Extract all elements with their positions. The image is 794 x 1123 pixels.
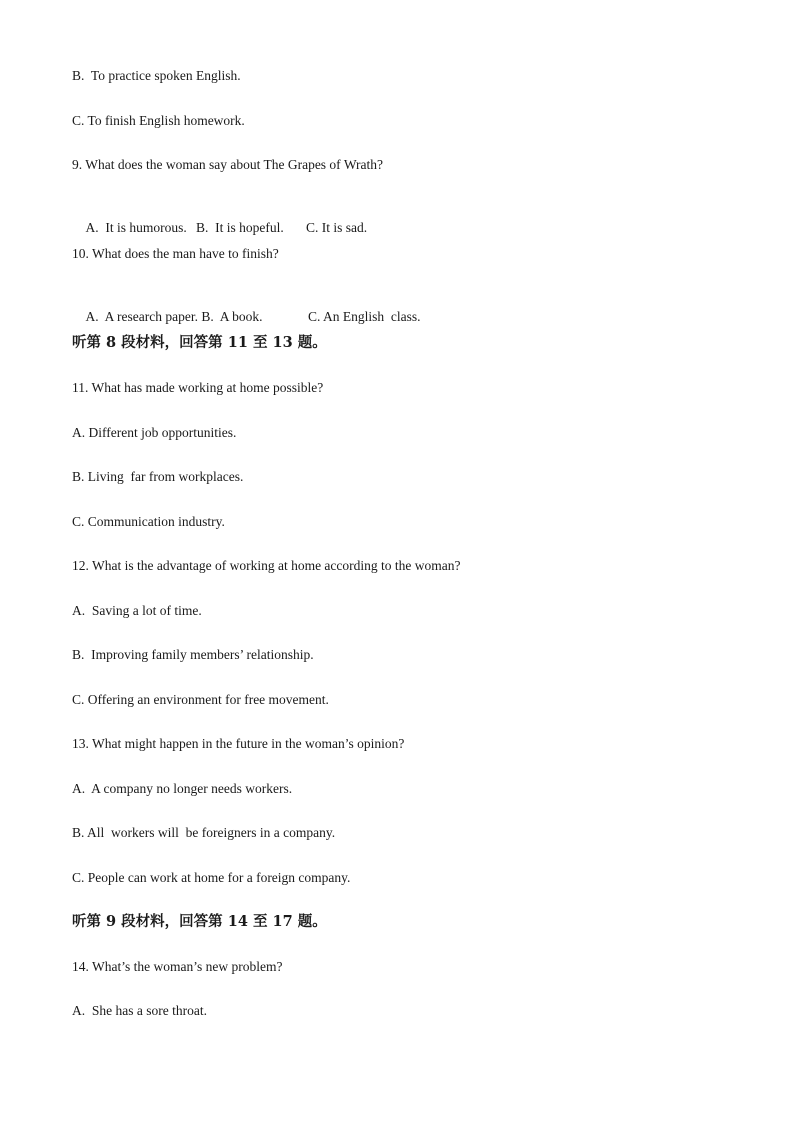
option-10ab: A. A research paper. B. A book. <box>85 309 263 324</box>
section-heading-9: 听第 9 段材料，回答第 14 至 17 题。 <box>72 913 327 930</box>
option-9b: B. It is hopeful. <box>196 220 284 235</box>
option-8b: B. To practice spoken English. <box>72 68 241 83</box>
question-13: 13. What might happen in the future in the woman’s opinion? <box>72 736 405 751</box>
option-10c: C. An English class. <box>308 309 421 324</box>
option-11c: C. Communication industry. <box>72 514 225 529</box>
option-9c: C. It is sad. <box>306 220 368 235</box>
option-11b: B. Living far from workplaces. <box>72 469 244 484</box>
question-10: 10. What does the man have to finish? <box>72 246 279 261</box>
option-9a: A. It is humorous. <box>85 220 187 235</box>
option-13c: C. People can work at home for a foreign company. <box>72 870 351 885</box>
section-heading-8: 听第 8 段材料，回答第 11 至 13 题。 <box>72 334 327 351</box>
question-11: 11. What has made working at home possible? <box>72 380 324 395</box>
question-12: 12. What is the advantage of working at home according to the woman? <box>72 558 461 573</box>
option-12c: C. Offering an environment for free movement. <box>72 692 329 707</box>
option-12a: A. Saving a lot of time. <box>72 603 202 618</box>
option-13b: B. All workers will be foreigners in a company. <box>72 825 336 840</box>
question-14: 14. What’s the woman’s new problem? <box>72 959 283 974</box>
question-9: 9. What does the woman say about The Grapes of Wrath? <box>72 157 383 172</box>
option-13a: A. A company no longer needs workers. <box>72 781 293 796</box>
option-14a: A. She has a sore throat. <box>72 1003 207 1018</box>
option-8c: C. To finish English homework. <box>72 113 245 128</box>
option-11a: A. Different job opportunities. <box>72 425 237 440</box>
option-12b: B. Improving family members’ relationship. <box>72 647 314 662</box>
